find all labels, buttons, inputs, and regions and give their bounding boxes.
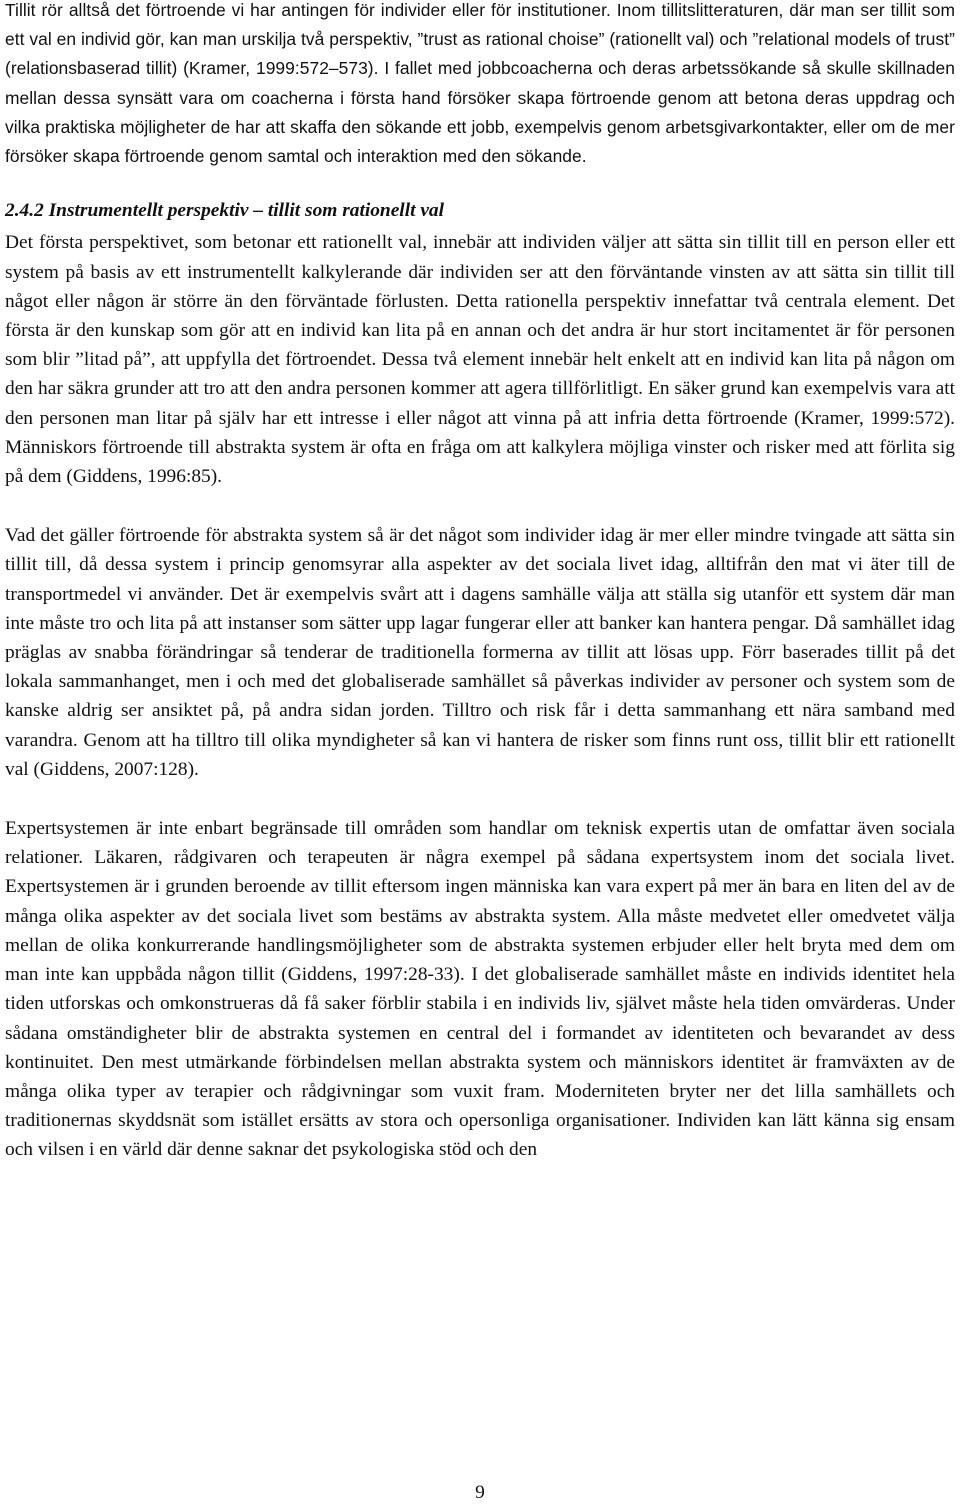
- body-paragraph-2: Vad det gäller förtroende för abstrakta system så är det något som individer idag är mer eller mindre tvingade att sätta sin tillit till, då dessa system i princip genomsyrar alla aspekter av det sociala livet idag, alltifrån den mat vi äter till de transportmedel vi använder. Det är exempelvis svårt att i dagens samhälle välja att ställa sig utanför ett system där man inte måste tro och lita på att instanser som sätter upp lagar fungerar eller att banker kan hantera pengar. Då samhället idag präglas av snabba förändringar så tenderar de traditionella formerna av tillit att lösas upp. Förr baserades tillit på det lokala sammanhanget, men i och med det globaliserade samhället så påverkas individer av personer och system som de kanske aldrig ser ansiktet på, på andra sidan jorden. Tilltro och risk får i detta sammanhang ett nära samband med varandra. Genom att ha tilltro till olika myndigheter så kan vi hantera de risker som finns runt oss, tillit blir ett rationellt val (Giddens, 2007:128).: [5, 525, 955, 780]
- body-paragraph-1: Det första perspektivet, som betonar ett rationellt val, innebär att individen väljer att sätta sin tillit till en person eller ett system på basis av ett instrumentellt kalkylerande där individen ser att den förväntande vinsten av att sätta sin tillit till något eller någon är större än den förväntade förlusten. Detta rationella perspektiv innefattar två centrala element. Det första är den kunskap som gör att en individ kan lita på en annan och det andra är hur stort incitamentet är för personen som blir ”litad på”, att uppfylla det förtroendet. Dessa två element innebär helt enkelt att en individ kan lita på någon om den har säkra grunder att tro att den andra personen kommer att agera tillförlitligt. En säker grund kan exempelvis vara att den personen man litar på själv har ett intresse i eller något att vinna på att infria detta förtroende (Kramer, 1999:572). Människors förtroende till abstrakta system är ofta en fråga om att kalkylera möjliga vinster och risker med att förlita sig på dem (Giddens, 1996:85).: [5, 232, 955, 488]
- page-number: 9: [475, 1482, 485, 1503]
- intro-paragraph: Tillit rör alltså det förtroende vi har antingen för individer eller för institutioner. Inom tillitslitteraturen, där man ser tillit som ett val en individ gör, kan man urskilja två perspektiv, ”trust as rational choise” (rationellt val) och ”relational models of trust” (relationsbaserad tillit) (Kramer, 1999:572–573). I fallet med jobbcoacherna och deras arbetssökande så skulle skillnaden mellan dessa synsätt vara om coacherna i första hand försöker skapa förtroende genom att betona deras uppdrag och vilka praktiska möjligheter de har att skaffa den sökande ett jobb, exempelvis genom arbetsgivarkontakter, eller om de mer försöker skapa förtroende genom samtal och interaktion med den sökande.: [5, 0, 955, 167]
- section-heading: 2.4.2 Instrumentellt perspektiv – tillit som rationellt val: [5, 200, 445, 222]
- body-paragraph-3: Expertsystemen är inte enbart begränsade till områden som handlar om teknisk expertis utan de omfattar även sociala relationer. Läkaren, rådgivaren och terapeuten är några exempel på sådana expertsystem inom det sociala livet. Expertsystemen är i grunden beroende av tillit eftersom ingen människa kan vara expert på mer än bara en liten del av de många olika aspekter av det sociala livet som bestäms av abstrakta system. Alla måste medvetet eller omedvetet välja mellan de olika konkurrerande handlingsmöjligheter som de abstrakta systemen erbjuder eller helt bryta med dem om man inte kan uppbåda någon tillit (Giddens, 1997:28-33). I det globaliserade samhället måste en individs identitet hela tiden utforskas och omkonstrueras då få saker förblir stabila i en individs liv, självet måste hela tiden omvärderas. Under sådana omständigheter blir de abstrakta systemen en central del i formandet av identiteten och bevarandet av dess kontinuitet. Den mest utmärkande förbindelsen mellan abstrakta system och människors identitet är framväxten av de många olika typer av terapier och rådgivningar som vuxit fram. Moderniteten bryter ner det lilla samhällets och traditionernas skyddsnät som istället ersätts av stora och opersonliga organisationer. Individen kan lätt känna sig ensam och vilsen i en värld där denne saknar det psykologiska stöd och den: [5, 818, 955, 1161]
- document-page: [5, 0, 955, 1165]
